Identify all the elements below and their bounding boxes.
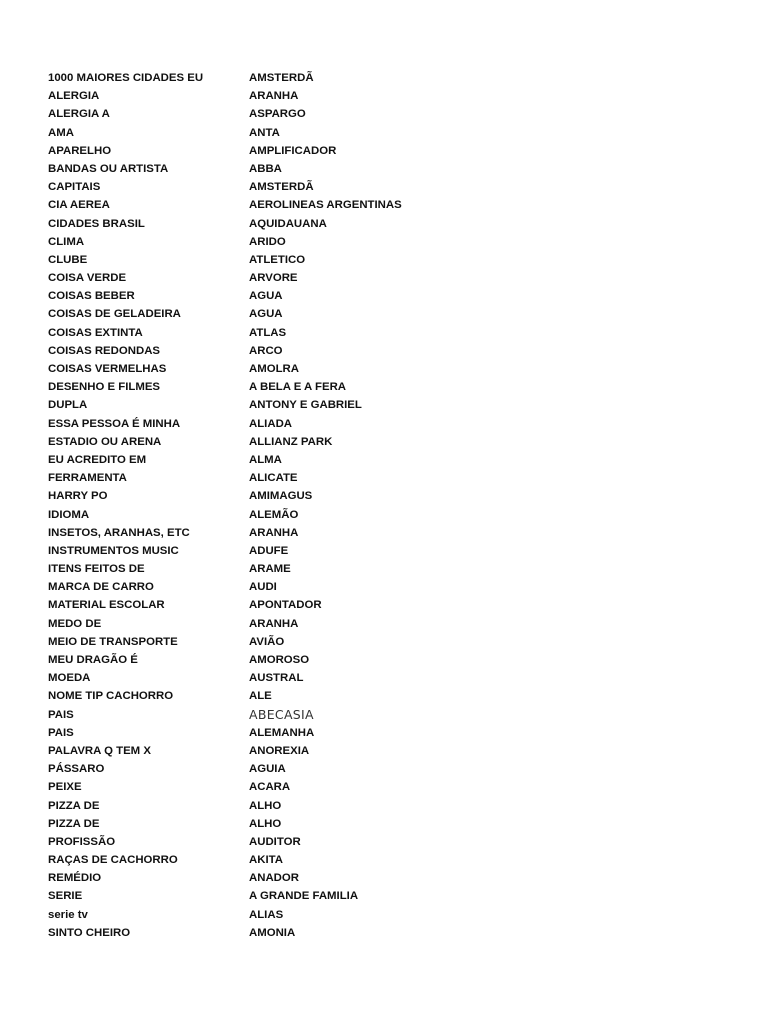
category-cell: PAIS [48,726,74,739]
word-cell: ABECASIA [249,706,314,722]
category-cell: APARELHO [48,144,112,157]
word-cell: ALHO [249,799,282,812]
word-cell: AKITA [249,854,283,867]
word-cell: ADUFE [249,544,289,557]
table-row [48,451,728,469]
table-row [48,506,728,524]
table-row [48,233,728,251]
category-cell: NOME TIP CACHORRO [48,690,174,703]
table-row [48,378,728,396]
category-cell: ALERGIA [48,90,100,103]
table-row [48,251,728,269]
category-cell: REMÉDIO [48,872,102,885]
category-cell: INSETOS, ARANHAS, ETC [48,526,190,539]
word-cell: AMOROSO [249,654,310,666]
category-cell: SINTO CHEIRO [48,926,131,939]
table-row [48,669,728,687]
category-cell: PALAVRA Q TEM X [48,744,151,757]
word-cell: ACARA [249,781,291,794]
category-cell: CIA AEREA [48,199,110,212]
table-row [48,924,728,942]
table-row [48,724,728,742]
word-cell: AMSTERDÃ [249,72,314,84]
table-row [48,124,728,142]
category-cell: RAÇAS DE CACHORRO [48,854,178,867]
word-cell: ARVORE [249,272,298,285]
word-cell: ABBA [249,162,282,175]
table-row [48,797,728,815]
word-cell: ATLAS [249,326,287,339]
category-cell: MOEDA [48,672,91,685]
category-cell: MEU DRAGÃO É [48,654,138,666]
category-cell: PIZZA DE [48,817,100,830]
word-cell: ARANHA [249,617,299,630]
word-cell: ALMA [249,453,282,466]
word-cell: ARANHA [249,90,299,103]
word-cell: ARANHA [249,526,299,539]
table-row [48,105,728,123]
category-cell: HARRY PO [48,490,108,503]
table-row [48,160,728,178]
word-cell: ALIAS [249,908,284,921]
table-row [48,215,728,233]
table-row [48,560,728,578]
table-row [48,360,728,378]
table-row [48,142,728,160]
table-row [48,87,728,105]
table-row [48,69,728,87]
word-cell: AEROLINEAS ARGENTINAS [249,199,402,212]
table-row [48,524,728,542]
table-row [48,396,728,414]
category-cell: FERRAMENTA [48,472,127,485]
table-row [48,305,728,323]
category-cell: COISAS VERMELHAS [48,363,167,375]
word-cell: APONTADOR [249,599,322,612]
table-row [48,706,728,724]
table-row [48,815,728,833]
table-row [48,487,728,505]
word-cell: AUSTRAL [249,672,304,685]
table-row [48,578,728,596]
word-cell: ASPARGO [249,108,306,121]
category-cell: BANDAS OU ARTISTA [48,162,169,175]
word-cell: AGUIA [249,763,286,776]
category-cell: CIDADES BRASIL [48,217,145,230]
category-cell: COISAS DE GELADEIRA [48,308,181,321]
word-cell: AMSTERDÃ [249,181,314,194]
table-row [48,742,728,760]
table-row [48,833,728,851]
category-cell: ESSA PESSOA É MINHA [48,417,181,430]
category-cell: serie tv [48,908,88,921]
category-cell: PROFISSÃO [48,835,116,848]
category-cell: MATERIAL ESCOLAR [48,599,165,612]
category-cell: EU ACREDITO EM [48,453,147,466]
word-cell: ARIDO [249,235,286,248]
category-cell: AMA [48,126,74,139]
table-row [48,906,728,924]
category-cell: MARCA DE CARRO [48,581,154,594]
word-cell: AUDITOR [249,835,301,848]
table-row [48,887,728,905]
word-cell: ANOREXIA [249,744,310,757]
word-cell: A GRANDE FAMILIA [249,890,359,903]
table-row [48,633,728,651]
category-cell: CLIMA [48,235,85,248]
word-cell: AMIMAGUS [249,490,313,503]
word-cell: ALEMÃO [249,508,299,521]
table-row [48,651,728,669]
table-row [48,615,728,633]
category-cell: COISA VERDE [48,272,127,285]
word-cell: ALE [249,690,272,703]
word-cell: AVIÃO [249,635,285,648]
table-row [48,778,728,796]
table-row [48,851,728,869]
table-row [48,469,728,487]
table-row [48,760,728,778]
word-cell: AUDI [249,581,277,594]
category-cell: PIZZA DE [48,799,100,812]
category-cell: MEIO DE TRANSPORTE [48,635,178,648]
table-row [48,324,728,342]
word-cell: ARCO [249,344,283,357]
category-cell: CAPITAIS [48,181,101,194]
category-cell: 1000 MAIORES CIDADES EU [48,72,204,84]
category-cell: SERIE [48,890,83,903]
table-row [48,433,728,451]
category-cell: COISAS BEBER [48,290,135,303]
category-cell: CLUBE [48,253,88,266]
category-cell: ALERGIA A [48,108,110,121]
category-cell: COISAS EXTINTA [48,326,143,339]
word-cell: AMONIA [249,926,296,939]
word-cell: ALEMANHA [249,726,315,739]
word-cell: A BELA E A FERA [249,381,347,394]
category-cell: IDIOMA [48,508,90,521]
table-row [48,687,728,705]
category-cell: ESTADIO OU ARENA [48,435,162,448]
word-cell: ALHO [249,817,282,830]
word-cell: ALIADA [249,417,293,430]
category-cell: PAIS [48,708,74,721]
category-cell: COISAS REDONDAS [48,344,161,357]
table-row [48,415,728,433]
category-cell: ITENS FEITOS DE [48,563,145,576]
word-list-table [48,69,728,942]
table-row [48,542,728,560]
table-row [48,287,728,305]
word-cell: ANTONY E GABRIEL [249,399,362,412]
category-cell: INSTRUMENTOS MUSIC [48,544,179,557]
table-row [48,178,728,196]
table-row [48,269,728,287]
word-cell: AMPLIFICADOR [249,144,337,157]
word-cell: AGUA [249,290,283,303]
word-cell: ATLETICO [249,253,306,266]
word-cell: ANTA [249,126,280,139]
word-cell: ALICATE [249,472,298,485]
word-cell: ANADOR [249,872,299,885]
word-cell: ARAME [249,563,291,576]
word-cell: ALLIANZ PARK [249,435,333,448]
category-cell: PÁSSARO [48,763,105,776]
table-row [48,869,728,887]
category-cell: DESENHO E FILMES [48,381,161,394]
category-cell: MEDO DE [48,617,102,630]
table-row [48,596,728,614]
table-row [48,196,728,214]
word-cell: AMOLRA [249,363,299,375]
category-cell: PEIXE [48,781,82,794]
word-cell: AQUIDAUANA [249,217,327,230]
category-cell: DUPLA [48,399,88,412]
table-row [48,342,728,360]
word-cell: AGUA [249,308,283,321]
